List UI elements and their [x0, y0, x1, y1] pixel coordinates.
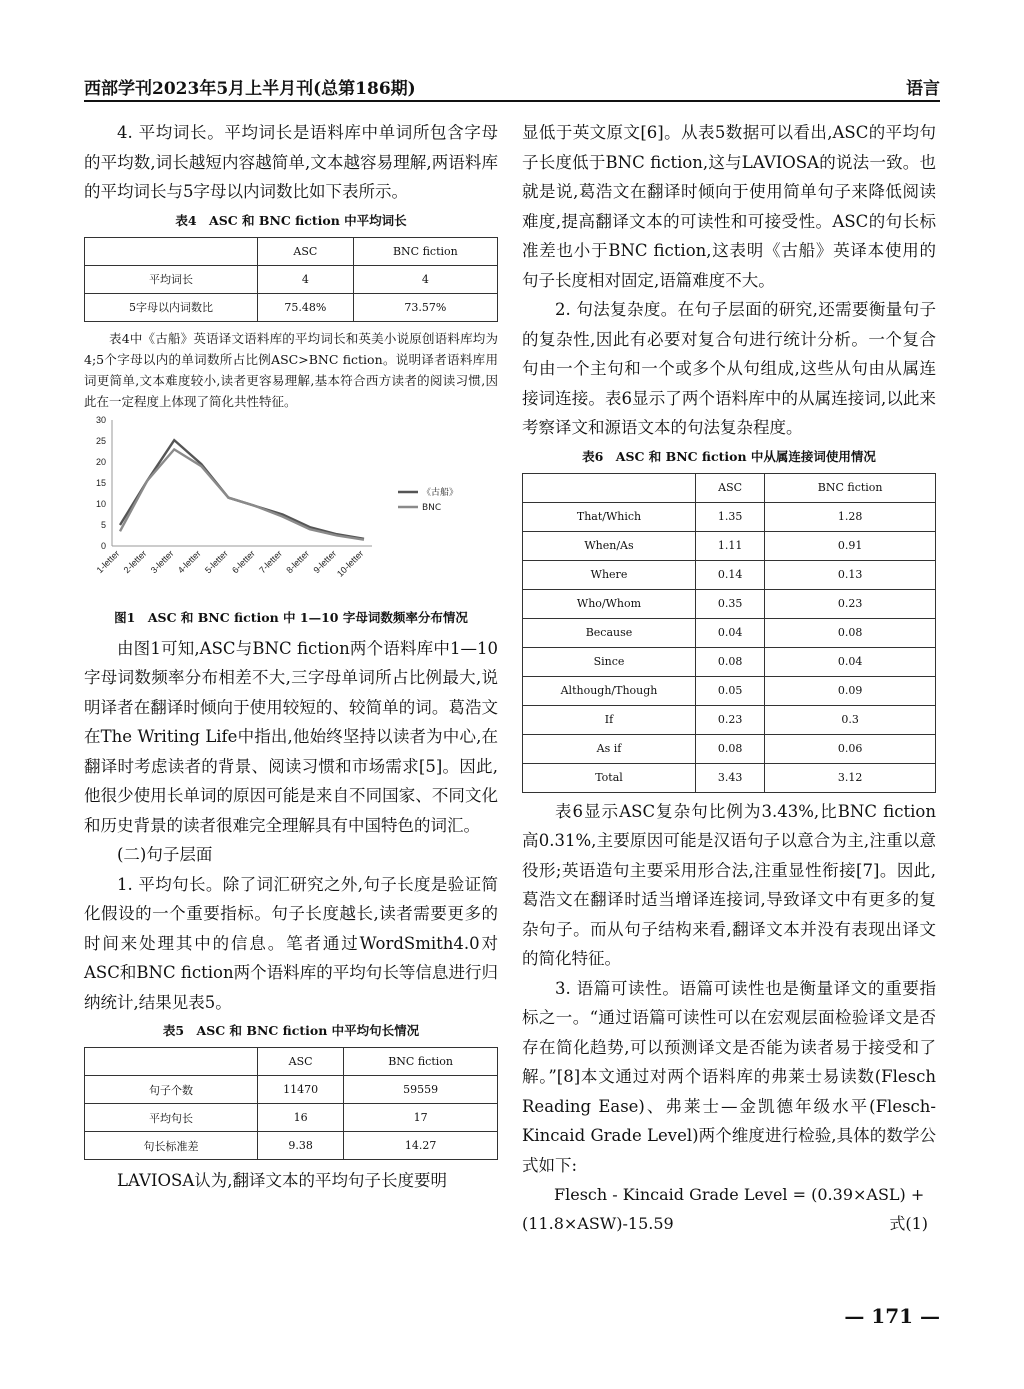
table-cell: Who/Whom [523, 589, 696, 618]
x-tick-label: 10-letter [334, 547, 366, 579]
table-cell [85, 237, 258, 265]
legend-label: 《古船》 [422, 487, 459, 498]
table-row [523, 502, 936, 531]
x-tick-label: 1-letter [94, 547, 122, 575]
table-cell: 14.27 [344, 1132, 498, 1160]
x-tick-label: 9-letter [311, 547, 339, 575]
table-cell: 0.14 [696, 560, 765, 589]
y-tick-label: 25 [95, 435, 106, 446]
table-cell: 5字母以内词数比 [85, 293, 258, 321]
table4 [84, 237, 498, 322]
table-row [523, 589, 936, 618]
table-cell: 0.08 [696, 734, 765, 763]
table-cell: 3.43 [696, 763, 765, 792]
paragraph-avg-sentence-length: 1. 平均句长。除了词汇研究之外,句子长度是验证简化假设的一个重要指标。句子长度越长,读者需要更多的时间来处理其中的信息。笔者通过WordSmith4.0对ASC和BNC fiction两个语料库的平均句长等信息进行归纳统计,结果见表5。 [84, 874, 498, 1012]
table-cell: 0.13 [765, 560, 936, 589]
paragraph-readability: 3. 语篇可读性。语篇可读性也是衡量译文的重要指标之一。“通过语篇可读性可以在宏观层面检验译文是否存在简化趋势,可以预测译文是否能为读者易于接受和了解。”[8]本文通过对两个语料库的弗莱士易读数(Flesch Reading Ease)、弗莱士—金凯德年级水平(Flesch-Kincaid Grade Level)两个维度进行检验,具体的数学公式如下: [522, 978, 936, 1175]
table-cell: 0.04 [696, 618, 765, 647]
paragraph-avg-word-length: 4. 平均词长。平均词长是语料库中单词所包含字母的平均数,词长越短内容越简单,文本越容易理解,两语料库的平均词长与5字母以内词数比如下表所示。 [84, 123, 498, 201]
table-cell: 0.23 [765, 589, 936, 618]
table-cell: Although/Though [523, 676, 696, 705]
table-cell: 1.35 [696, 502, 765, 531]
table-cell: 3.12 [765, 763, 936, 792]
table-row [523, 676, 936, 705]
table-cell: 平均词长 [85, 265, 258, 293]
table-cell: 9.38 [258, 1132, 344, 1160]
table-header: BNC fiction [765, 473, 936, 502]
table-row [85, 1076, 498, 1104]
figure1-caption: 图1 ASC 和 BNC fiction 中 1—10 字母词数频率分布情况 [114, 609, 468, 625]
table-cell: 4 [353, 265, 497, 293]
table-cell: 0.35 [696, 589, 765, 618]
page-header [84, 72, 940, 102]
y-tick-label: 0 [100, 540, 106, 551]
y-tick-label: 20 [95, 456, 106, 467]
table-cell: 0.05 [696, 676, 765, 705]
table-header: ASC [258, 237, 354, 265]
table4-note: 表4中《古船》英语译文语料库的平均词长和英美小说原创语料库均为4;5个字母以内的单词数所占比例ASC>BNC fiction。说明译者语料库用词更简单,文本难度较小,读者更容易理解,基本符合西方读者的阅读习惯,因此在一定程度上体现了简化共性特征。 [84, 330, 498, 409]
table-cell: 0.3 [765, 705, 936, 734]
formula-line2 [522, 1209, 936, 1238]
formula-line1: Flesch - Kincaid Grade Level = (0.39×ASL) + [554, 1185, 925, 1204]
table-header: BNC fiction [344, 1048, 498, 1076]
table-row [85, 1132, 498, 1160]
table5-caption: 表5 ASC 和 BNC fiction 中平均句长情况 [162, 1023, 420, 1038]
right-column [522, 118, 936, 1238]
x-tick-label: 8-letter [284, 547, 312, 575]
table-cell: 11470 [258, 1076, 344, 1104]
x-tick-label: 7-letter [257, 547, 285, 575]
series-line [120, 449, 364, 539]
table-cell: 句子个数 [85, 1076, 258, 1104]
table-cell: Total [523, 763, 696, 792]
paragraph-table6-analysis: 表6显示ASC复杂句比例为3.43%,比BNC fiction高0.31%,主要原因可能是汉语句子以意合为主,注重以意役形;英语造句主要采用形合法,注重显性衔接[7]。因此,葛浩文在翻译时适当增译连接词,导致译文中有更多的复杂句子。而从句子结构来看,翻译文本并没有表现出译文的简化特征。 [522, 801, 936, 968]
table-cell: As if [523, 734, 696, 763]
x-tick-label: 2-letter [121, 547, 149, 575]
table-row [85, 1104, 498, 1132]
table6 [522, 473, 936, 793]
table5 [84, 1047, 498, 1160]
table-row [523, 763, 936, 792]
table-cell: 4 [258, 265, 354, 293]
x-tick-label: 3-letter [148, 547, 176, 575]
table-row [523, 618, 936, 647]
y-tick-label: 15 [95, 477, 106, 488]
y-tick-label: 30 [95, 414, 106, 425]
table-row [523, 531, 936, 560]
table-cell: 73.57% [353, 293, 497, 321]
table-header: ASC [696, 473, 765, 502]
left-column [84, 118, 498, 1196]
formula-label: 式(1) [889, 1214, 928, 1233]
table-cell: 0.08 [696, 647, 765, 676]
table-cell: 0.04 [765, 647, 936, 676]
x-tick-label: 6-letter [230, 547, 257, 575]
table-row [523, 560, 936, 589]
table6-caption: 表6 ASC 和 BNC fiction 中从属连接词使用情况 [582, 448, 876, 464]
table-row [523, 734, 936, 763]
page-number: — 171 — [844, 1304, 940, 1328]
table-cell: 1.11 [696, 531, 765, 560]
table-cell: 句长标准差 [85, 1132, 258, 1160]
table-cell [523, 473, 696, 502]
table-cell: 0.06 [765, 734, 936, 763]
table-row [523, 647, 936, 676]
table-cell: 0.08 [765, 618, 936, 647]
table-header: ASC [258, 1048, 344, 1076]
series-line [120, 440, 364, 539]
table-cell: 平均句长 [85, 1104, 258, 1132]
table-cell: 16 [258, 1104, 344, 1132]
table-cell: 75.48% [258, 293, 354, 321]
paragraph-figure-analysis: 由图1可知,ASC与BNC fiction两个语料库中1—10字母词数频率分布相差不大,三字母单词所占比例最大,说明译者在翻译时倾向于使用较短的、较简单的词。葛浩文在The Writing Life中指出,他始终坚持以读者为中心,在翻译时考虑读者的背景、阅读习惯和市场需求[5]。因此,他很少使用长单词的原因可能是来自不同国家、不同文化和历史背景的读者很难完全理解具有中国特色的词汇。 [84, 638, 498, 835]
table-cell: 17 [344, 1104, 498, 1132]
table4-caption: 表4 ASC 和 BNC fiction 中平均词长 [175, 212, 407, 228]
table-row [523, 705, 936, 734]
table-cell: 0.23 [696, 705, 765, 734]
x-tick-label: 4-letter [175, 547, 203, 575]
table-cell: Since [523, 647, 696, 676]
table-cell: If [523, 705, 696, 734]
paragraph-laviosa: LAVIOSA认为,翻译文本的平均句子长度要明 [117, 1171, 447, 1190]
table-cell: 1.28 [765, 502, 936, 531]
x-tick-label: 5-letter [202, 547, 230, 575]
table-cell: 0.91 [765, 531, 936, 560]
table-cell: Where [523, 560, 696, 589]
table-cell: 0.09 [765, 676, 936, 705]
paragraph-syntax-complexity: 2. 句法复杂度。在句子层面的研究,还需要衡量句子的复杂性,因此有必要对复合句进行统计分析。一个复合句由一个主句和一个或多个从句组成,这些从句由从属连接词连接。表6显示了两个语料库中的从属连接词,以此来考察译文和源语文本的句法复杂程度。 [522, 300, 936, 437]
paragraph-continued: 显低于英文原文[6]。从表5数据可以看出,ASC的平均句子长度低于BNC fiction,这与LAVIOSA的说法一致。也就是说,葛浩文在翻译时倾向于使用简单句子来降低阅读难度,提高翻译文本的可读性和可接受性。ASC的句长标准差也小于BNC fiction,这表明《古船》英译本使用的句子长度相对固定,语篇难度不大。 [522, 123, 936, 290]
figure1-chart [84, 412, 498, 608]
table-cell: When/As [523, 531, 696, 560]
line-chart [84, 412, 498, 608]
y-tick-label: 5 [100, 519, 106, 530]
journal-title: 西部学刊2023年5月上半月刊(总第186期) [84, 79, 416, 99]
table-row [85, 293, 498, 321]
section-name: 语言 [906, 79, 940, 99]
formula-text: (11.8×ASW)-15.59 [522, 1214, 674, 1233]
table-row [85, 265, 498, 293]
legend-label: BNC [422, 502, 442, 513]
table-cell: Because [523, 618, 696, 647]
table-cell: 59559 [344, 1076, 498, 1104]
table-cell [85, 1048, 258, 1076]
table-cell: That/Which [523, 502, 696, 531]
table-header: BNC fiction [353, 237, 497, 265]
section-heading: (二)句子层面 [117, 845, 213, 864]
y-tick-label: 10 [95, 498, 106, 509]
